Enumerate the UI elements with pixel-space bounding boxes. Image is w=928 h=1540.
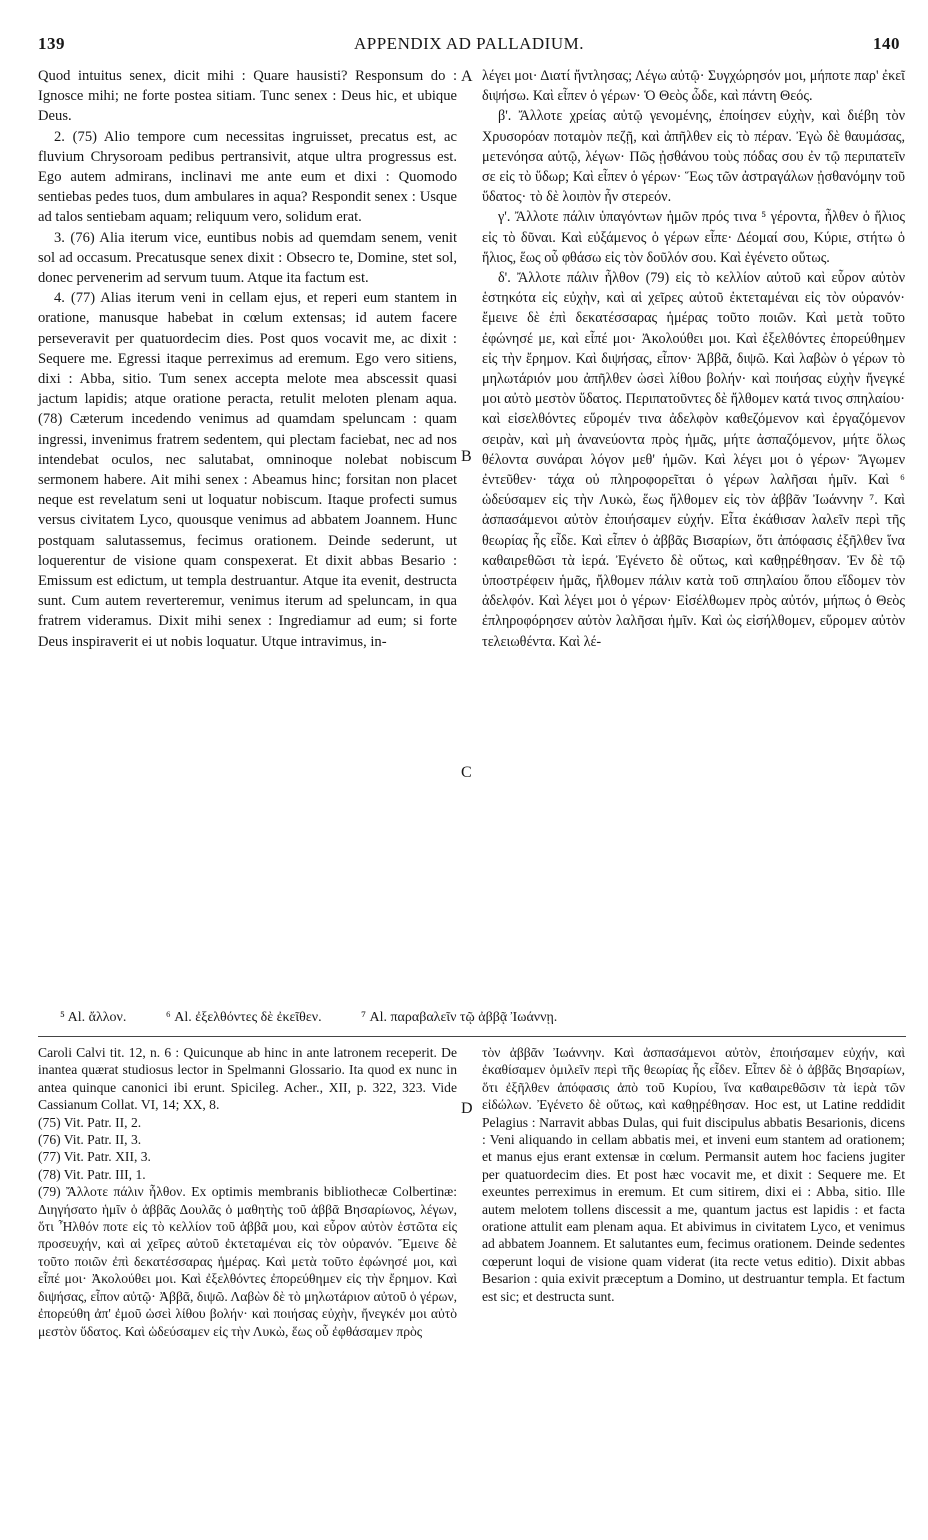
page-number-right: 140 (873, 34, 900, 53)
greek-paragraph: γ'. Ἄλλοτε πάλιν ὑπαγόντων ἡμῶν πρός τινα ⁵ γέροντα, ἦλθεν ὁ ἥλιος εἰς τὸ δῦναι. Καὶ εὐξάμενος ὁ γέρων εἶπε· Δέομαί σου, Κύριε, στήτω ὁ ἥλιος, ἕως οὗ φθάσω εἰς τὸν δοῦλόν σου. Καὶ ἐγένετο οὕτως. (482, 209, 905, 266)
variant-note: ⁵ Al. ἄλλον. (60, 1010, 127, 1025)
footnote: (78) Vit. Patr. III, 1. (38, 1166, 146, 1182)
margin-letter-c: C (461, 764, 472, 781)
latin-paragraph: 2. (75) Alio tempore cum necessitas ingruisset, precatus est, ac fluvium Chrysoroam pedibus pertransivit, atque ultra progressus est. Ego autem admirans, inclinavi me ante eum et dixi : Quomodo sentiebas pedes tuos, dum ambulares in aqua? Respondit senex : Usque ad talos sentiebam aquam; reliquum vero, solidum erat. (38, 128, 457, 226)
margin-letter-b: B (461, 448, 472, 465)
greek-paragraph: β'. Ἄλλοτε χρείας αὐτῷ γενομένης, ἐποίησεν εὐχὴν, καὶ διέβη τὸν Χρυσορόαν ποταμὸν πεζῇ, καὶ ἀπῆλθεν εἰς τὸ πέραν. Ἐγὼ δὲ θαυμάσας, μετενόησα αὐτῷ, λέγων· Πῶς ᾐσθάνου τοὺς πόδας σου ἐν τῷ περιπατεῖν σε εἰς τὸ ὕδωρ; Καὶ εἶπεν ὁ γέρων· Ἕως τῶν ἀστραγάλων ᾐσθανόμην τοῦ ὕδατος· τὸ δὲ λοιπὸν ἦν στερεόν. (482, 108, 905, 206)
running-title: APPENDIX AD PALLADIUM. (354, 34, 584, 53)
latin-paragraph: 4. (77) Alias iterum veni in cellam ejus, et reperi eum stantem in oratione, manusque habebat in cœlum extensas; id autem facere perseveravit per quatuordecim dies. Post quos vocavit me, ac dixit : Sequere me. Egressi itaque perreximus ad eremum. Ego vero sitiens, dixi : Abba, sitio. Tum senex accepta melote mea abscessit quasi jactum lapidis; atque oratione peracta, retulit meloten plenam aqua. (78) Cæterum incedendo venimus ad quamdam speluncam : quam ingressi, invenimus fratrem sedentem, qui plectam faciebat, nec ad nos intendebat oculos, nec salutabat, omninoque nolebat nobiscum sermonem habere. Ait mihi senex : Abeamus hinc; forsitan non placet neque est revelatum seni ut loquatur nobiscum. Itaque profecti sumus versus civitatem Lyco, quousque venimus ad abbatem Joannem. Hunc postquam salutassemus, fecimus orationem. Deinde sederunt, ut loquerentur de visione quam conspexerat. Et dixit abbas Besario : Emissum est edictum, ut templa destruantur. Atque ita evenit, destructa sunt. Cum autem reverteremur, venimus iterum ad speluncam, in qua fratrem videramus. Dixit mihi senex : Ingrediamur ad eum; si forte Deus inspiraverit ei ut nobis loquatur. Utque intravimus, in- (38, 290, 457, 650)
notes-right-column (482, 1044, 905, 1305)
footnote: Caroli Calvi tit. 12, n. 6 : Quicunque ab hinc in ante latronem receperit. De inantea quærat studiosus lector in Spelmanni Glossario. Ita quod ex nunc in antea quinque canonici ibi erunt. Spicileg. Acher., XII, p. 322, 323. Vide Cassianum Collat. VI, 14; XX, 8. (38, 1045, 457, 1113)
latin-paragraph: Quod intuitus senex, dicit mihi : Quare hausisti? Responsum do : Ignosce mihi; ne forte postea sitiam. Tunc senex : Deus hic, et ubique Deus. (38, 68, 457, 125)
page-number-left: 139 (38, 34, 65, 53)
footnote: (77) Vit. Patr. XII, 3. (38, 1149, 151, 1165)
margin-letter-a: A (461, 68, 473, 85)
latin-column (38, 66, 457, 652)
latin-paragraph: 3. (76) Alia iterum vice, euntibus nobis ad quemdam senem, venit sol ad occasum. Precatusque senex dixit : Obsecro te, Domine, stet sol, donec pervenerim ad servum tuum. Atque ita factum est. (38, 229, 457, 287)
footnote: (76) Vit. Patr. II, 3. (38, 1132, 142, 1148)
footnote: (75) Vit. Patr. II, 2. (38, 1114, 142, 1130)
variant-note: ⁷ Al. παραβαλεῖν τῷ ἀββᾷ Ἰωάννῃ. (361, 1010, 558, 1025)
footnote: τὸν ἀββᾶν Ἰωάννην. Καὶ ἀσπασάμενοι αὐτὸν, ἐποιήσαμεν εὐχήν, καὶ ἐκαθίσαμεν ὁμιλεῖν περὶ τῆς θεωρίας ἧς εἶδεν. Εἶπεν δὲ ὁ ἀββᾶς Βησαρίων, ὅτι ἐξῆλθεν ἀπόφασις ἀπὸ τοῦ Κυρίου, ἵνα καθαιρεθῶσιν τὰ ἱερὰ τῶν εἰδώλων. Ἐγένετο δὲ οὕτως, καὶ καθῃρέθησαν. Hoc est, ut Latine reddidit Pelagius : Narravit abbas Dulas, qui fuit discipulus abbatis Besarionis, dicens : Veni aliquando in cellam abbatis mei, et inveni eum stantem ad orationem; et manus ejus erant extensæ in cœlum. Permansit autem hoc faciens jugiter per quatuordecim dies. Et post hæc vocavit me, et dixit : Sequere me. Et exeuntes perreximus in eremum. Et cum sitirem, dixi ei : Abba, sitio. Ille autem melotem tollens discessit a me, quantum jactus est lapidis : et facta oratione attulit eam plenam aqua. Et abivimus in civitatem Lyco, et venimus ad abbatem Joannem. Et salutantes eum, fecimus orationem. Deinde sedentes cœperunt loqui de visione quam viderat (ita recte vetus editio). Dixit abbas Besarion : quia exivit præceptum a Domino, ut destruantur templa. Et factum est sic; et destructa sunt. (482, 1045, 905, 1304)
greek-paragraph: δ'. Ἄλλοτε πάλιν ἦλθον (79) εἰς τὸ κελλίον αὐτοῦ καὶ εὗρον αὐτὸν ἑστηκότα εἰς εὐχὴν, καὶ αἱ χεῖρες αὐτοῦ ἐκτεταμέναι εἰς τὸν οὐρανόν· ἔμεινε δὲ ἐπὶ δεκατέσσαρας ἡμέρας τοῦτο ποιῶν. Καὶ μετὰ τοῦτο ἐφώνησέ με, καὶ εἶπέ μοι· Ἀκολούθει μοι. Καὶ ἐξελθόντες ἐπορεύθημεν εἰς τὴν ἔρημον. Καὶ διψήσας, εἶπον· Ἀββᾶ, διψῶ. Καὶ λαβὼν ὁ γέρων τὸ μηλωτάριόν μου ἀπῆλθεν ὡσεὶ λίθου βολήν· καὶ ποιήσας εὐχὴν ἤνεγκέ μοι αὐτὸ μεστὸν ὕδατος. Περιπατοῦντες δὲ ἤλθομεν κατά τινος σπηλαίου· καὶ εἰσελθόντες εὕρομέν τινα ἀδελφὸν καθεζόμενον καὶ ἐργαζόμενον σειρὰν, καὶ μὴ ἀνανεύοντα πρὸς ἡμᾶς, μήτε ἀσπαζόμενον, μήτε ὅλως θέλοντα συνάραι λόγον μεθ' ἡμῶν. Καὶ λέγει μοι ὁ γέρων· Ἄγωμεν ἐντεῦθεν· τάχα οὐ πληροφορεῖται ὁ γέρων λαλῆσαι ἡμῖν. Καὶ ⁶ ὡδεύσαμεν εἰς τὴν Λυκὼ, ἕως ἤλθομεν εἰς τὸν ἀββᾶν Ἰωάννην ⁷. Καὶ ἀσπασάμενοι αὐτὸν ἐποιήσαμεν εὐχήν. Εἶτα ἐκάθισαν λαλεῖν περὶ τῆς θεωρίας ἧς εἶδε. Καὶ εἶπεν ὁ ἀββᾶς Βισαρίων, ὅτι ἀπόφασις ἐξῆλθεν ἵνα καθαιρεθῶσι τὰ ἱερά. Ἐγένετο δὲ οὕτως, καὶ καθῃρέθησαν. Ἐν δὲ τῷ ὑποστρέφειν ἡμᾶς, ἤλθομεν πάλιν κατὰ τοῦ σπηλαίου ὅπου εἴδομεν τὸν ἀδελφόν. Καὶ λέγει μοι ὁ γέρων· Εἰσέλθωμεν πρὸς αὐτόν, μήπως ὁ Θεὸς ἐπληροφόρησεν αὐτὸν λαλῆσαι ἡμῖν. Καὶ ὡς εἰσήλθομεν, εὕρομεν αὐτὸν τελειωθέντα. Καὶ λέ- (482, 270, 905, 650)
variant-note: ⁶ Al. ἐξελθόντες δὲ ἐκεῖθεν. (165, 1010, 322, 1025)
greek-column (482, 66, 905, 652)
greek-paragraph: λέγει μοι· Διατί ἤντλησας; Λέγω αὐτῷ· Συγχώρησόν μοι, μήποτε παρ' ἐκεῖ διψήσω. Καὶ εἶπεν ὁ γέρων· Ὁ Θεὸς ὧδε, καὶ πάντη Θεός. (482, 68, 905, 105)
notes-left-column (38, 1044, 457, 1340)
page-header (38, 34, 900, 60)
variant-readings (60, 1010, 880, 1026)
footnote: (79) Ἄλλοτε πάλιν ἦλθον. Ex optimis membranis bibliothecæ Colbertinæ: Διηγήσατο ἡμῖν ὁ ἀββᾶς Δουλᾶς ὁ μαθητὴς τοῦ ἀββᾶ Βησαρίωνος, λέγων, ὅτι Ἦλθόν ποτε εἰς τὸ κελλίον τοῦ ἀββᾶ μου, καὶ εὗρον αὐτὸν ἑστῶτα εἰς προσευχήν, καὶ αἱ χεῖρες αὐτοῦ ἐκτεταμέναι εἰς τὸν οὐρανόν. Ἔμεινε δὲ τοῦτο ποιῶν ἐπὶ δεκατέσσαρας ἡμέρας. Καὶ μετὰ τοῦτο ἐφώνησέ μοι, καὶ εἶπέ μοι· Ἀκολούθει μοι. Καὶ ἐξελθόντες ἐπορεύθημεν εἰς τὴν ἔρημον. Καὶ διψήσας, εἶπον αὐτῷ· Ἀββᾶ, διψῶ. Λαβὼν δὲ τὸ μηλωτάριον αὐτοῦ ὁ γέρων, ἐπορεύθη ἀπ' ἐμοῦ ὡσεὶ λίθου βολήν· καὶ ποιήσας εὐχὴν, ἤνεγκέν μοι αὐτὸ μεστὸν ὕδατος. Καὶ ὡδεύσαμεν εἰς τὴν Λυκὼ, ἕως οὗ ἐφθάσαμεν πρὸς (38, 1184, 457, 1339)
footnote-divider (38, 1036, 906, 1037)
margin-letter-d: D (461, 1100, 473, 1117)
